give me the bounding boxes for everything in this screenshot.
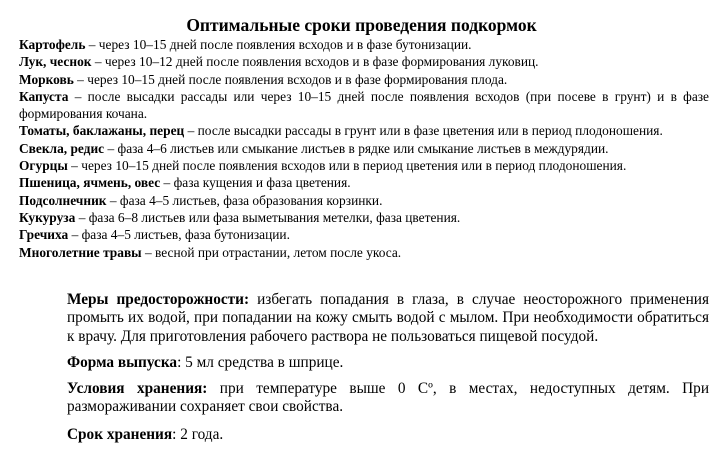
list-item — [19, 157, 709, 174]
list-item — [19, 122, 709, 139]
crop-name: Огурцы — [19, 158, 68, 174]
list-item — [19, 226, 709, 243]
crop-name: Свекла, редис — [19, 140, 105, 156]
crop-name: Морковь — [19, 71, 74, 87]
list-item — [19, 36, 709, 53]
crop-name: Картофель — [19, 37, 86, 52]
release-form-label: Форма выпуска — [67, 354, 178, 371]
crop-name: Томаты, баклажаны, перец — [19, 123, 185, 139]
list-item — [19, 192, 709, 209]
shelf-life-label: Срок хранения — [67, 426, 173, 443]
list-item — [19, 140, 709, 157]
crop-name: Пшеница, ячмень, овес — [19, 175, 161, 191]
precautions-label: Меры предосторожности: — [67, 291, 250, 308]
crop-timing: – через 10–15 дней после появления всходов и в фазе бутонизации. — [85, 37, 472, 52]
crop-timing: – через 10–15 дней после появления всходов или в период цветения или в период плодоношения. — [67, 158, 627, 174]
crop-name: Кукуруза — [19, 209, 76, 225]
crop-name: Лук, чеснок — [19, 54, 92, 70]
list-item — [19, 244, 709, 261]
crop-timing: – фаза 4–6 листьев или смыкание листьев в рядке или смыкание листьев в междурядии. — [104, 140, 609, 156]
precautions-text: избегать попадания в глаза, в случае неосторожного применения промыть их водой, при попадании на кожу смыть водой с мылом. При необходимости обратиться к врачу. Для приготовления рабочего раствора не пользоваться пищевой посудой. — [67, 291, 710, 345]
list-item — [19, 53, 709, 70]
feeding-schedule-list — [19, 36, 709, 271]
storage-conditions-text: при температуре выше 0 Сº, в местах, недоступных детям. При размораживании сохраняет свои свойства. — [67, 380, 710, 416]
storage-conditions-label: Условия хранения: — [67, 380, 208, 397]
crop-timing: – фаза кущения и фаза цветения. — [160, 175, 351, 191]
release-form-paragraph — [19, 354, 709, 372]
list-item — [19, 209, 709, 226]
shelf-life-paragraph — [19, 426, 709, 444]
crop-timing: – через 10–12 дней после появления всходов и в фазе формирования луковиц. — [91, 54, 539, 70]
page-title: Оптимальные сроки проведения подкормок — [186, 15, 537, 35]
shelf-life-text: : 2 года. — [172, 426, 224, 443]
crop-timing: – через 10–15 дней после появления всходов и в фазе формирования плода. — [73, 71, 508, 87]
crop-timing: – после высадки рассады или через 10–15 дней после появления всходов (при посеве в грунт) и в фазе формирования кочана. — [19, 88, 709, 122]
crop-name: Подсолнечник — [19, 192, 107, 208]
crop-timing: – фаза 4–5 листьев, фаза образования корзинки. — [106, 192, 383, 208]
precautions-paragraph — [19, 291, 709, 346]
crop-timing: – фаза 6–8 листьев или фаза выметывания метелки, фаза цветения. — [75, 209, 461, 225]
crop-timing: – фаза 4–5 листьев, фаза бутонизации. — [68, 227, 290, 243]
storage-conditions-paragraph — [19, 380, 709, 417]
crop-name: Гречиха — [19, 227, 69, 243]
crop-timing: – весной при отрастании, летом после укоса. — [141, 244, 402, 260]
list-item — [19, 88, 709, 123]
crop-timing: – после высадки рассады в грунт или в фазе цветения или в период плодоношения. — [184, 123, 663, 139]
release-form-text: : 5 мл средства в шприце. — [177, 354, 344, 371]
crop-name: Многолетние травы — [19, 244, 142, 260]
list-item — [19, 71, 709, 88]
list-item — [19, 174, 709, 191]
crop-name: Капуста — [19, 88, 69, 104]
